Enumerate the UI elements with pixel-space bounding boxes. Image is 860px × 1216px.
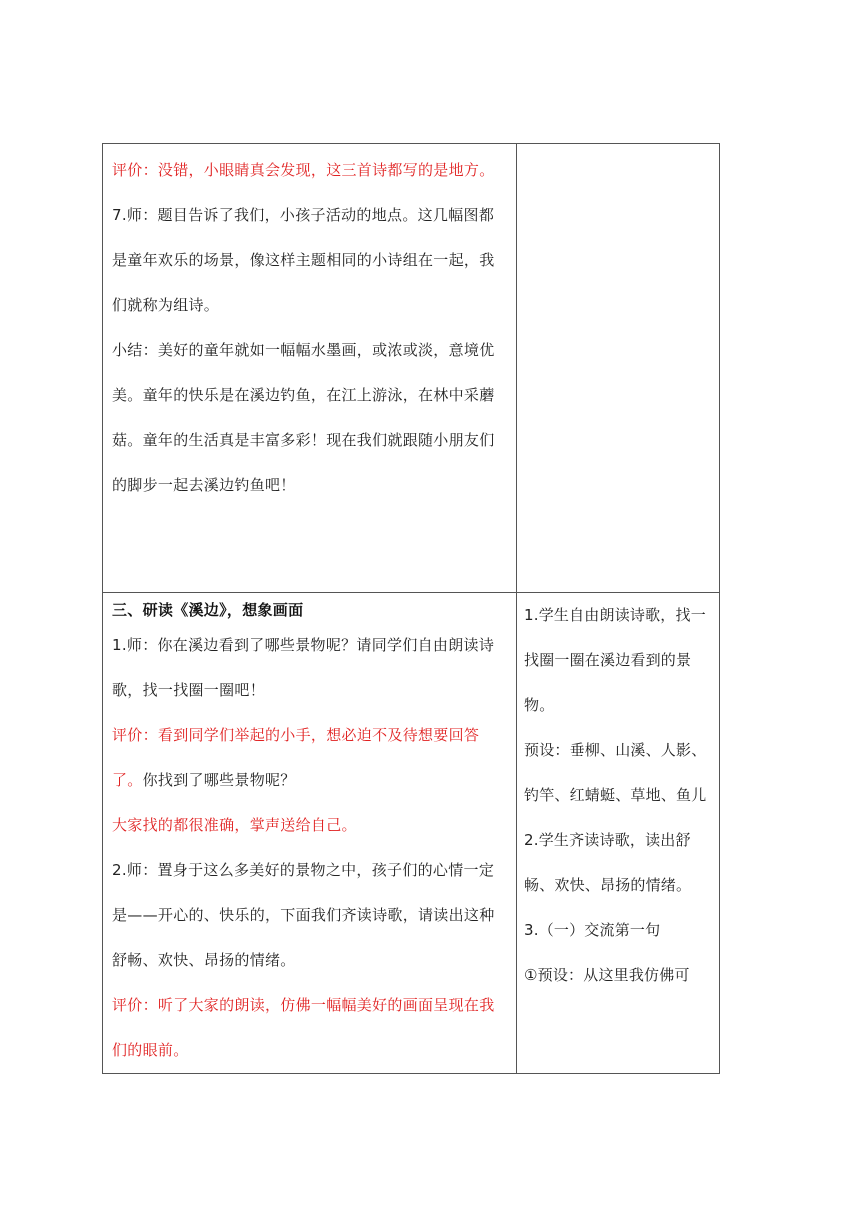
student-paragraph: 1.学生自由朗读诗歌，找一找圈一圈在溪边看到的景物。 (524, 606, 706, 714)
summary-paragraph: 小结：美好的童年就如一幅幅水墨画，或浓或淡，意境优美。童年的快乐是在溪边钓鱼，在江上游泳，在林中采蘑菇。童年的生活真是丰富多彩！现在我们就跟随小朋友们的脚步一起去溪边钓鱼吧！ (112, 341, 495, 494)
praise-paragraph: 大家找的都很准确，掌声送给自己。 (112, 816, 357, 834)
teacher-paragraph: 2.师：置身于这么多美好的景物之中，孩子们的心情一定是——开心的、快乐的，下面我们齐读诗歌，请读出这种舒畅、欢快、昂扬的情绪。 (112, 861, 495, 969)
evaluation-paragraph (112, 713, 508, 803)
teacher-activity-cell (103, 593, 517, 1074)
teacher-paragraph: 1.师：你在溪边看到了哪些景物呢？请同学们自由朗读诗歌，找一找圈一圈吧！ (112, 636, 495, 699)
preset-paragraph: ①预设：从这里我仿佛可 (524, 966, 690, 984)
student-activity-cell (517, 593, 720, 1074)
student-paragraph: 2.学生齐读诗歌，读出舒畅、欢快、昂扬的情绪。 (524, 831, 692, 894)
student-paragraph: 3.（一）交流第一句 (524, 921, 661, 939)
section-heading: 三、研读《溪边》，想象画面 (112, 601, 304, 619)
teacher-paragraph: 7.师：题目告诉了我们，小孩子活动的地点。这几幅图都是童年欢乐的场景，像这样主题相同的小诗组在一起，我们就称为组诗。 (112, 206, 495, 314)
lesson-plan-table (102, 143, 720, 1074)
table-row (103, 144, 720, 593)
table-row (103, 593, 720, 1074)
teacher-question: 你找到了哪些景物呢？ (142, 771, 296, 789)
teacher-activity-cell (103, 144, 517, 593)
evaluation-paragraph: 评价：听了大家的朗读，仿佛一幅幅美好的画面呈现在我们的眼前。 (112, 996, 495, 1059)
evaluation-text: 评价：看到同学们举起的小手，想必迫不及待想要回答了。 (112, 726, 480, 789)
evaluation-paragraph: 评价：没错，小眼睛真会发现，这三首诗都写的是地方。 (112, 161, 495, 179)
student-activity-cell (517, 144, 720, 593)
preset-paragraph: 预设：垂柳、山溪、人影、钓竿、红蜻蜓、草地、鱼儿 (524, 741, 707, 804)
